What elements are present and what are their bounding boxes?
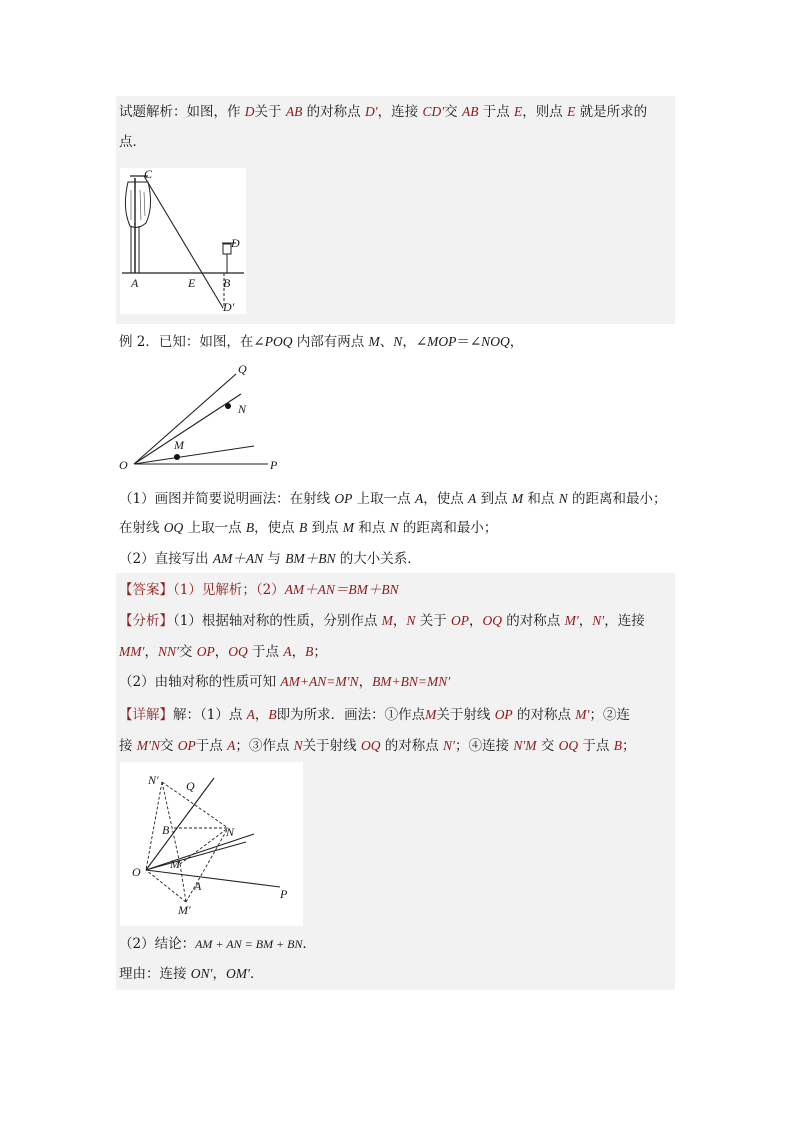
label-A: A [194, 879, 202, 893]
detail-line1: 【详解】解：（1）点 A，B即为所求．画法：①作点M关于射线 OP 的对称点 M′；②连 [119, 707, 630, 723]
label-M: M [170, 857, 180, 871]
figure-angle-POQ-svg [116, 358, 286, 476]
solution-analysis-line1: 试题解析：如图，作 D关于 AB 的对称点 D′，连接 CD′交 AB 于点 E，则点 E 就是所求的 [119, 104, 648, 120]
question-2: （2）直接写出 AM＋AN 与 BM＋BN 的大小关系． [119, 551, 421, 567]
label-Q: Q [186, 779, 195, 793]
label-C: C [144, 168, 153, 181]
label-Nprime: N′ [148, 773, 159, 787]
label-P: P [280, 887, 288, 901]
label-P: P [270, 458, 278, 472]
reason-line: 理由：连接 ON′，OM′． [119, 966, 264, 982]
label-Dprime: D′ [223, 300, 235, 314]
analysis-label: 【分析】 [119, 613, 173, 629]
label-A: A [131, 276, 139, 290]
label-N: N [226, 825, 235, 839]
figure-tree-reflection [120, 168, 246, 314]
analysis-line2: MM′，NN′交 OP，OQ 于点 A，B； [119, 644, 327, 660]
label-O: O [119, 458, 128, 472]
figure-reflection-construction [120, 762, 303, 926]
conclusion-line: （2）结论：AM + AN = BM + BN． [119, 936, 316, 952]
solution-label: 试题解析： [119, 104, 187, 120]
label-B: B [223, 276, 231, 290]
analysis-line3: （2）由轴对称的性质可知 AM+AN=M′N，BM+BN=MN′ [119, 674, 451, 690]
label-B: B [162, 823, 170, 837]
label-N: N [238, 402, 247, 416]
label-E: E [188, 276, 196, 290]
detail-line2: 接 M′N交 OP于点 A；③作点 N关于射线 OQ 的对称点 N′；④连接 N′M 交 OQ 于点 B； [119, 738, 636, 754]
figure-tree-reflection-svg [120, 168, 246, 314]
label-Mprime: M′ [178, 903, 191, 917]
answer-label: 【答案】 [119, 582, 173, 598]
answer-line: 【答案】（1）见解析；（2）AM＋AN＝BM＋BN [119, 582, 399, 598]
label-M: M [174, 438, 184, 452]
label-D: D [231, 236, 240, 250]
detail-label: 【详解】 [119, 707, 173, 723]
question-1-line2: 在射线 OQ 上取一点 B，使点 B 到点 M 和点 N 的距离和最小； [119, 520, 498, 536]
figure-reflection-construction-svg [120, 762, 303, 926]
question-1-line1: （1）画图并简要说明画法：在射线 OP 上取一点 A，使点 A 到点 M 和点 N 的距离和最小； [119, 491, 667, 507]
solution-analysis-line2: 点． [119, 134, 146, 150]
analysis-line1: 【分析】（1）根据轴对称的性质，分别作点 M，N 关于 OP，OQ 的对称点 M′，N′，连接 [119, 613, 645, 629]
label-Q: Q [238, 362, 247, 376]
label-O: O [132, 865, 141, 879]
example2-title: 例 2．已知：如图，在∠POQ 内部有两点 M、N，∠MOP＝∠NOQ， [119, 334, 524, 350]
conclusion-formula: AM + AN = BM + BN [195, 937, 303, 951]
figure-angle-POQ [116, 358, 286, 476]
